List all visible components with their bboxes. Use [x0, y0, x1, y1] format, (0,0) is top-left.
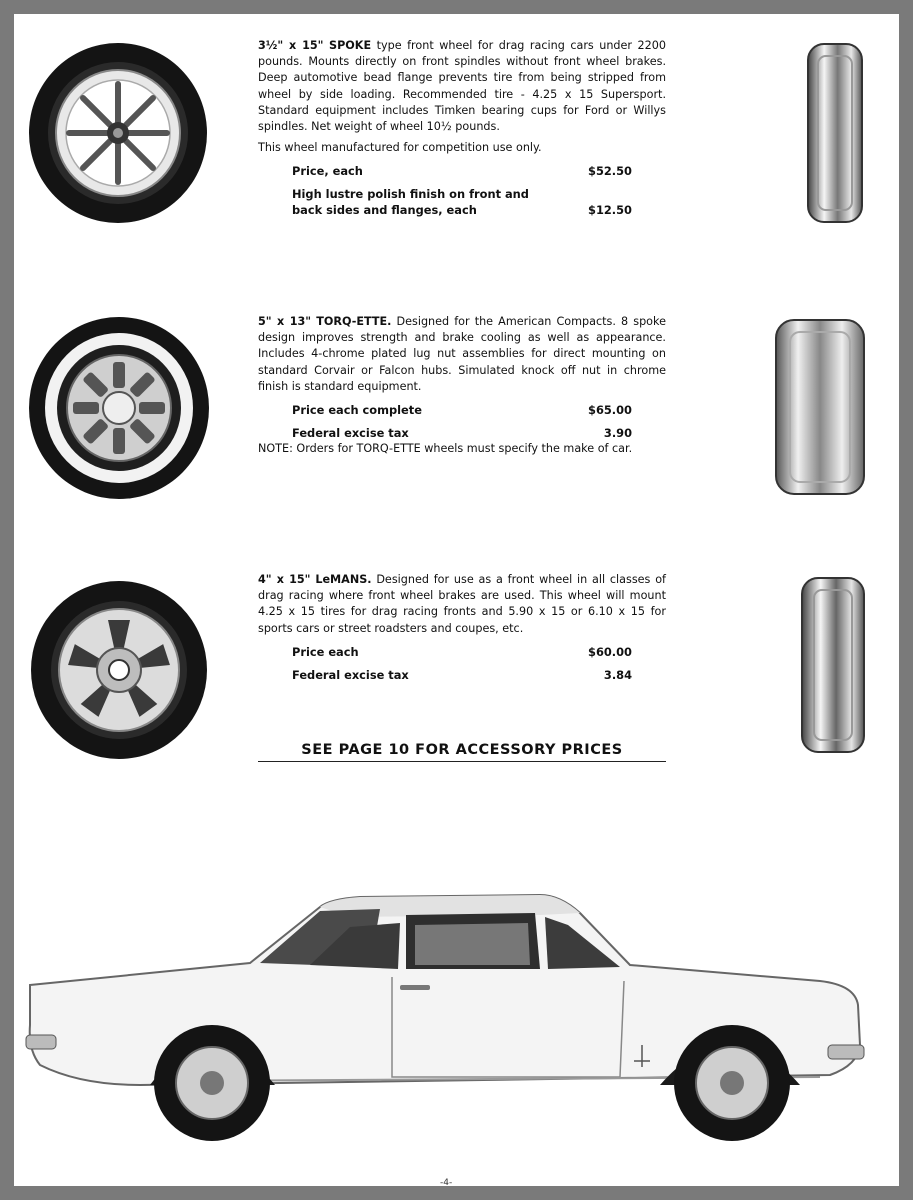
price-value: $52.50 [588, 164, 632, 179]
torq-ette-order-note: NOTE: Orders for TORQ-ETTE wheels must specify the make of car. [258, 442, 633, 456]
spoke-size: 3½" x 15" [258, 39, 324, 52]
page-number: -4- [440, 1178, 453, 1188]
spoke-wheel-image [28, 42, 208, 224]
price-row [292, 186, 632, 218]
torq-ette-wheel-section [258, 314, 666, 462]
torq-ette-rim-side-image [774, 318, 866, 496]
price-row [292, 667, 632, 683]
lemans-wheel-image [30, 580, 208, 760]
torq-ette-wheel-image [28, 316, 210, 500]
spoke-competition-note: This wheel manufactured for competition use only. [258, 141, 542, 155]
torq-ette-description [258, 314, 666, 395]
price-value: $65.00 [588, 403, 632, 418]
corvair-coupe-image [20, 885, 870, 1150]
price-label: Price each [292, 644, 359, 659]
spoke-wheel-section [258, 38, 666, 218]
spoke-rim-side-image [806, 42, 864, 224]
lemans-wheel-section [258, 572, 666, 683]
lemans-size: 4" x 15" [258, 573, 311, 586]
spoke-description [258, 38, 666, 135]
lemans-rim-side-image [800, 576, 866, 754]
price-row [292, 402, 632, 418]
price-label: Price, each [292, 164, 363, 179]
page-corner [859, 14, 899, 54]
lemans-name: LeMANS. [315, 573, 372, 586]
price-row [292, 425, 632, 441]
torq-ette-size: 5" x 13" [258, 315, 312, 328]
price-value: 3.90 [603, 426, 632, 441]
page-corner [14, 1146, 54, 1186]
accessory-prices-note: SEE PAGE 10 FOR ACCESSORY PRICES [258, 742, 666, 762]
price-value: $60.00 [588, 644, 632, 659]
price-label: High lustre polish finish on front and back sides and flanges, each [292, 187, 529, 218]
price-label: Federal excise tax [292, 426, 409, 441]
price-label: Federal excise tax [292, 667, 409, 682]
price-value: $12.50 [588, 203, 632, 218]
price-row [292, 644, 632, 660]
page-corner [859, 1146, 899, 1186]
price-row [292, 163, 632, 179]
lemans-description [258, 572, 666, 637]
torq-ette-description-text: Designed for the American Compacts. 8 spoke design improves strength and brake cooling as well as appearance. Includes 4-chrome plated lug nut assemblies for direct mounting on standard Corvair or Falcon hubs. Simulated knock off nut in chrome finish is standard equipment. [258, 315, 666, 393]
lemans-description-text: Designed for use as a front wheel in all classes of drag racing where front wheel brakes are used. This wheel will mount 4.25 x 15 tires for drag racing fronts and 5.90 x 15 or 6.10 x 15 for sports cars or street roadsters and coupes, etc. [258, 573, 666, 635]
price-label: Price each complete [292, 403, 422, 418]
spoke-name: SPOKE [329, 39, 372, 52]
torq-ette-name: TORQ-ETTE. [316, 315, 392, 328]
spoke-description-text: type front wheel for drag racing cars under 2200 pounds. Mounts directly on front spindles without front wheel brakes. Deep automotive bead flange prevents tire from being stripped from wheel by side loading. Recommended tire - 4.25 x 15 Supersport. Standard equipment includes Timken bearing cups for Ford or Willys spindles. Net weight of wheel 10½ pounds. [258, 39, 666, 134]
price-value: 3.84 [603, 667, 632, 682]
